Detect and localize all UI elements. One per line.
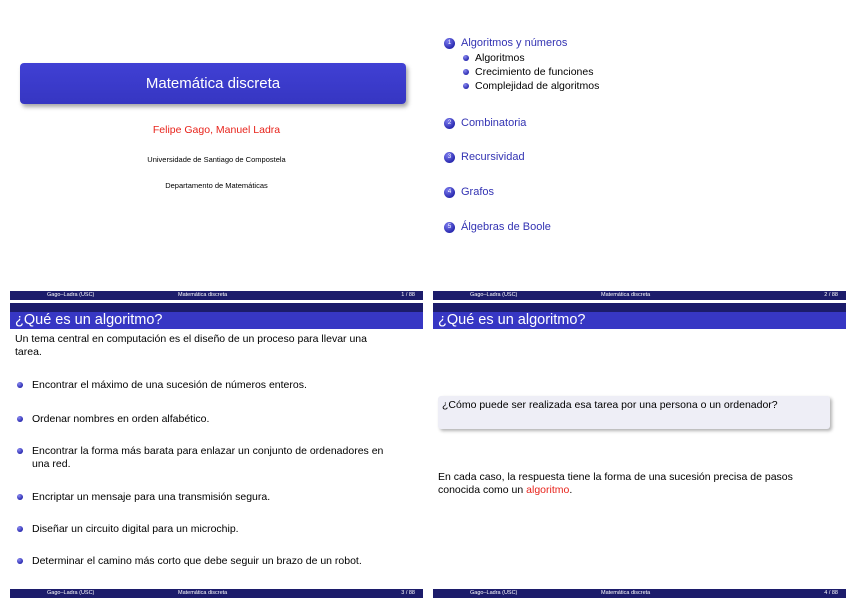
footer-page: 3 / 88 (401, 590, 415, 596)
slide-header-bar (10, 303, 423, 312)
slide-footer (10, 589, 423, 598)
list-item (28, 555, 388, 568)
list-item-text: Encontrar el máximo de una sucesión de números enteros. (32, 379, 307, 391)
toc-subsection[interactable]: Algoritmos (475, 52, 525, 64)
footer-authors: Gago–Ladra (USC) (47, 590, 95, 596)
frame-title: ¿Qué es un algoritmo? (15, 312, 163, 328)
list-item (28, 523, 388, 536)
slide-header-bar (433, 303, 846, 312)
bullet-icon (17, 416, 23, 422)
slide-footer (433, 291, 846, 300)
list-item-text: Encontrar la forma más barata para enlazar un conjunto de ordenadores en una red. (32, 445, 384, 470)
toc-section-3[interactable]: Recursividad (461, 151, 525, 163)
slide-4 (433, 303, 846, 598)
answer-text-start: En cada caso, la respuesta tiene la forma de una sucesión precisa de pasos conocida como un (438, 471, 793, 496)
footer-title: Matemática discreta (178, 292, 228, 298)
list-item (28, 379, 388, 392)
presentation-title: Matemática discreta (20, 63, 406, 104)
footer-title: Matemática discreta (601, 292, 651, 298)
algorithm-highlight: algoritmo (526, 484, 570, 496)
section-number-badge: 4 (444, 187, 455, 198)
bullet-icon (17, 494, 23, 500)
toc-section-1[interactable]: Algoritmos y números (461, 37, 568, 49)
answer-text-end: . (569, 484, 573, 496)
footer-page: 4 / 88 (824, 590, 838, 596)
footer-page: 2 / 88 (824, 292, 838, 298)
section-number-badge: 1 (444, 38, 455, 49)
question-box: ¿Cómo puede ser realizada esa tarea por una persona o un ordenador? (438, 396, 830, 429)
list-item-text: Ordenar nombres en orden alfabético. (32, 413, 210, 425)
list-item (28, 445, 388, 471)
bullet-icon (463, 55, 469, 61)
footer-page: 1 / 88 (401, 292, 415, 298)
footer-authors: Gago–Ladra (USC) (470, 292, 518, 298)
section-number-badge: 5 (444, 222, 455, 233)
toc-section-5[interactable]: Álgebras de Boole (461, 221, 551, 233)
slide-footer (433, 589, 846, 598)
bullet-icon (17, 448, 23, 454)
intro-text: Un tema central en computación es el diseño de un proceso para llevar una tarea. (15, 333, 367, 358)
list-item-text: Determinar el camino más corto que debe seguir un brazo de un robot. (32, 555, 362, 567)
footer-authors: Gago–Ladra (USC) (47, 292, 95, 298)
slide-2 (433, 5, 846, 300)
list-item (28, 413, 388, 426)
slide-3 (10, 303, 423, 598)
footer-title: Matemática discreta (601, 590, 651, 596)
department: Departamento de Matemáticas (165, 181, 268, 190)
toc-subsection[interactable]: Crecimiento de funciones (475, 66, 594, 78)
section-number-badge: 3 (444, 152, 455, 163)
toc-section-2[interactable]: Combinatoria (461, 117, 527, 129)
bullet-icon (17, 558, 23, 564)
toc-section-4[interactable]: Grafos (461, 186, 495, 198)
list-item-text: Encriptar un mensaje para una transmisión segura. (32, 491, 271, 503)
bullet-icon (463, 69, 469, 75)
bullet-icon (17, 382, 23, 388)
list-item (28, 491, 388, 504)
toc-subsection[interactable]: Complejidad de algoritmos (475, 80, 600, 92)
frame-title: ¿Qué es un algoritmo? (438, 312, 586, 328)
answer-text (438, 471, 830, 497)
footer-authors: Gago–Ladra (USC) (470, 590, 518, 596)
section-number-badge: 2 (444, 118, 455, 129)
bullet-icon (463, 83, 469, 89)
bullet-icon (17, 526, 23, 532)
slide-footer (10, 291, 423, 300)
slide-1 (10, 5, 423, 300)
list-item-text: Diseñar un circuito digital para un microchip. (32, 523, 239, 535)
authors: Felipe Gago, Manuel Ladra (152, 124, 281, 136)
footer-title: Matemática discreta (178, 590, 228, 596)
institution: Universidade de Santiago de Compostela (147, 155, 286, 164)
